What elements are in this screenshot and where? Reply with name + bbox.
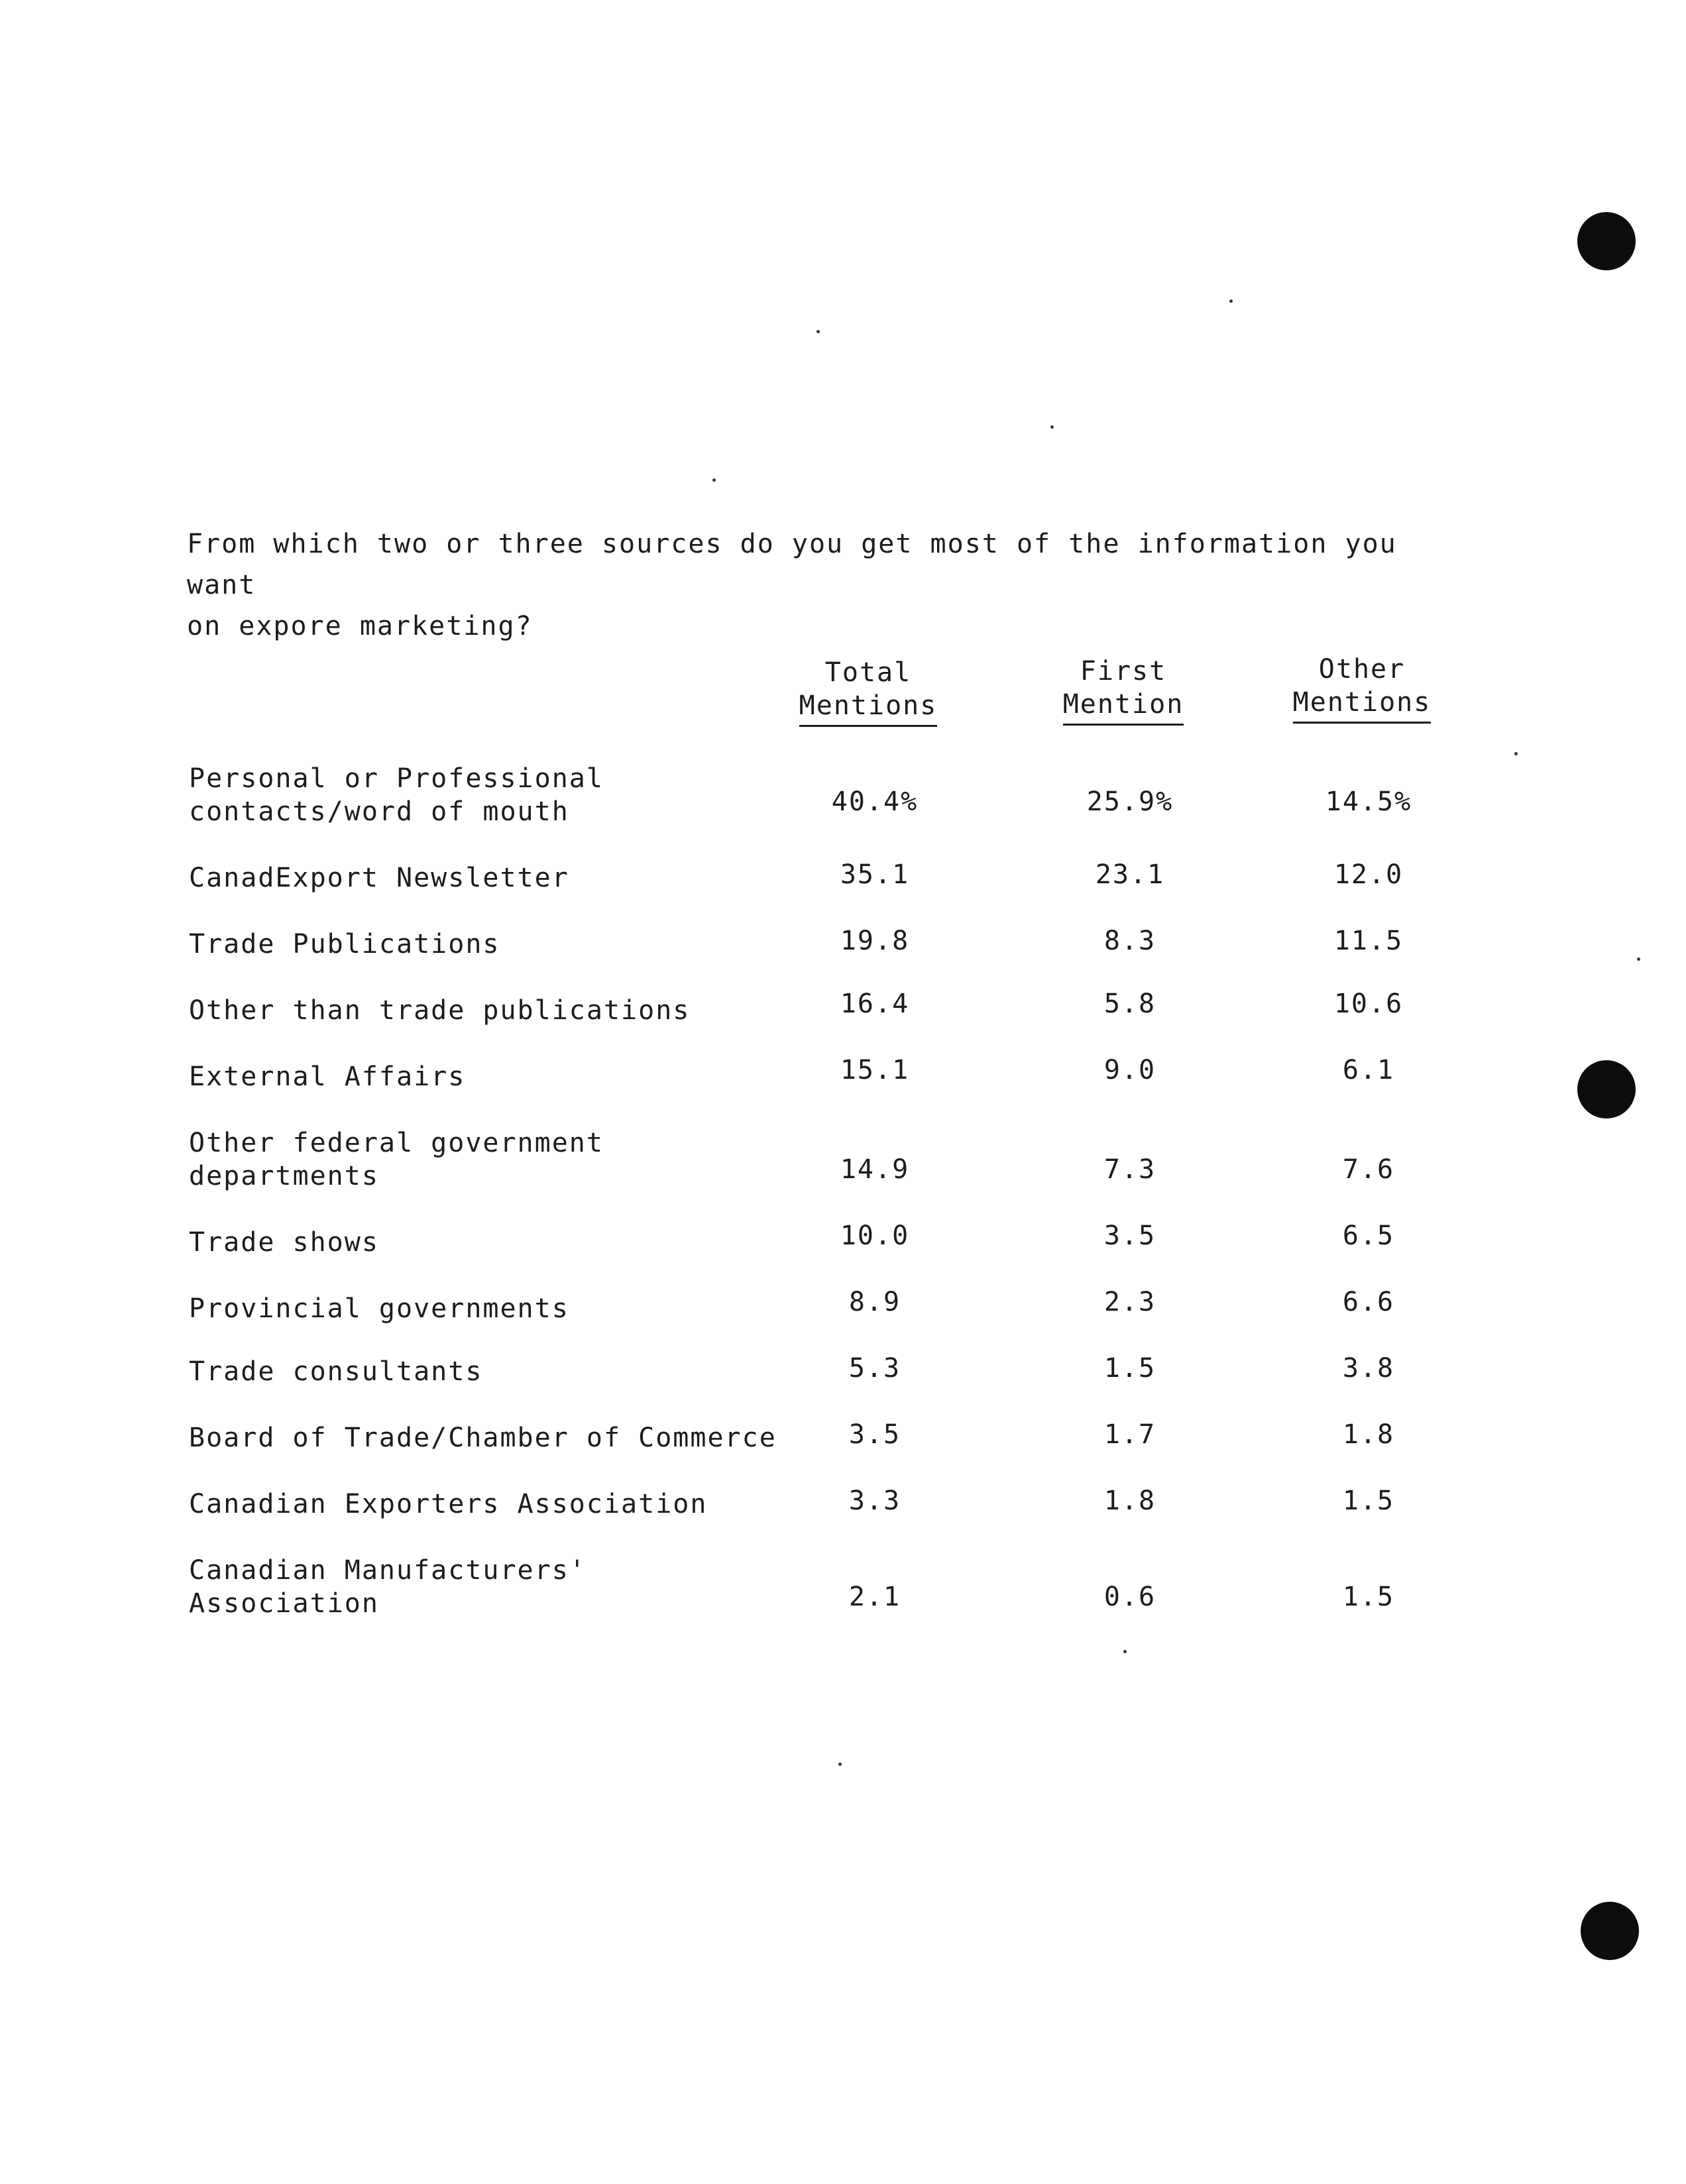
table-row-label: Provincial governments: [189, 1293, 569, 1324]
table-row-label: Board of Trade/Chamber of Commerce: [189, 1423, 777, 1453]
table-cell-other: 1.5: [1342, 1486, 1395, 1516]
table-cell-total: 3.3: [848, 1486, 901, 1516]
table-cell-total: 15.1: [840, 1055, 910, 1085]
column-header-first-mention: First Mention: [1037, 655, 1209, 726]
table-row-label: Other federal government departments: [189, 1128, 604, 1191]
scan-speck: [816, 330, 820, 333]
table-row-label: Canadian Exporters Association: [189, 1489, 708, 1519]
table-cell-first: 5.8: [1103, 989, 1156, 1019]
scan-speck: [1123, 1650, 1127, 1653]
scan-speck: [1514, 752, 1518, 755]
table-row-label: Other than trade publications: [189, 995, 691, 1026]
table-cell-total: 40.4%: [831, 787, 919, 817]
table-cell-first: 7.3: [1103, 1154, 1156, 1185]
table-cell-first: 0.6: [1103, 1582, 1156, 1612]
scan-speck: [1050, 425, 1054, 429]
table-row-label: Personal or Professional contacts/word of mouth: [189, 763, 604, 827]
scan-speck: [1229, 300, 1233, 303]
table-cell-other: 6.1: [1342, 1055, 1395, 1085]
table-row-label: Trade Publications: [189, 929, 500, 959]
table-cell-other: 11.5: [1333, 926, 1404, 956]
table-cell-first: 25.9%: [1086, 787, 1174, 817]
table-cell-other: 3.8: [1342, 1353, 1395, 1384]
table-cell-other: 6.5: [1342, 1221, 1395, 1251]
table-cell-total: 14.9: [840, 1154, 910, 1185]
table-cell-total: 19.8: [840, 926, 910, 956]
punch-hole-bottom: [1581, 1902, 1639, 1960]
scan-speck: [712, 478, 716, 482]
table-cell-total: 8.9: [848, 1287, 901, 1317]
table-cell-total: 35.1: [840, 859, 910, 890]
table-cell-other: 14.5%: [1325, 787, 1412, 817]
table-cell-first: 3.5: [1103, 1221, 1156, 1251]
punch-hole-top: [1577, 212, 1636, 270]
table-cell-total: 16.4: [840, 989, 910, 1019]
table-cell-other: 6.6: [1342, 1287, 1395, 1317]
table-cell-first: 8.3: [1103, 926, 1156, 956]
table-cell-total: 2.1: [848, 1582, 901, 1612]
column-header-other-mentions: Other Mentions: [1276, 653, 1448, 724]
table-cell-first: 1.7: [1103, 1419, 1156, 1450]
table-cell-total: 5.3: [848, 1353, 901, 1384]
table-cell-other: 1.5: [1342, 1582, 1395, 1612]
table-cell-total: 10.0: [840, 1221, 910, 1251]
table-row-label: Trade shows: [189, 1227, 379, 1258]
column-header-total-mentions: Total Mentions: [782, 656, 954, 727]
table-cell-other: 10.6: [1333, 989, 1404, 1019]
scan-speck: [1637, 957, 1640, 961]
scan-speck: [838, 1763, 842, 1766]
punch-hole-middle: [1577, 1060, 1636, 1119]
table-row-label: CanadExport Newsletter: [189, 863, 569, 893]
table-cell-other: 7.6: [1342, 1154, 1395, 1185]
table-cell-other: 1.8: [1342, 1419, 1395, 1450]
table-cell-first: 23.1: [1095, 859, 1165, 890]
table-cell-total: 3.5: [848, 1419, 901, 1450]
table-row-label: Trade consultants: [189, 1356, 483, 1387]
table-cell-first: 1.8: [1103, 1486, 1156, 1516]
table-cell-first: 9.0: [1103, 1055, 1156, 1085]
table-cell-other: 12.0: [1333, 859, 1404, 890]
table-row-label: Canadian Manufacturers' Association: [189, 1555, 587, 1619]
table-cell-first: 2.3: [1103, 1287, 1156, 1317]
table-cell-first: 1.5: [1103, 1353, 1156, 1384]
survey-question: From which two or three sources do you get most of the information you want on expore marketing?: [187, 529, 1397, 641]
table-row-label: External Affairs: [189, 1062, 466, 1092]
